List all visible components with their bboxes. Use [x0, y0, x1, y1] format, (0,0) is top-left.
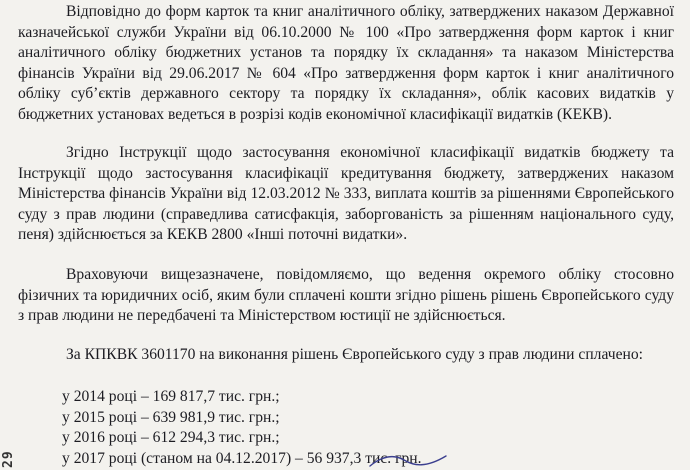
paragraph-instruction-kekv: Згідно Інструкції щодо застосування економічної класифікації видатків бюджету та Інструкції щодо застосування класифікації кредитування бюджету, затверджених наказом Міністерства фінансів України від 12.03.2012 № 333, виплата коштів за рішеннями Європейського суду з прав людини (справедлива сатисфакція, заборгованість за рішенням національного суду, пеня) здійснюється за КЕКВ 2800 «Інші поточні видатки». — [18, 144, 674, 244]
paragraph-no-separate-accounting: Враховуючи вищезазначене, повідомляємо, що ведення окремого обліку стосовно фізичних та юридичних осіб, яким були сплачені кошти згідно рішень рішень Європейського суду з прав людини не передбачені та Міністерством юстиції не здійснюється. — [18, 266, 674, 325]
paragraph-payments-intro: За КПКВК 3601170 на виконання рішень Європейського суду з прав людини сплачено: — [66, 346, 643, 363]
pen-stroke-mark — [368, 452, 448, 470]
payment-2015: у 2015 році – 639 981,9 тис. грн.; — [62, 408, 280, 426]
payment-2014: у 2014 році – 169 817,7 тис. грн.; — [62, 388, 280, 405]
margin-page-number: 29 — [1, 450, 16, 468]
paragraph-accounting-forms: Відповідно до форм карток та книг аналітичного обліку, затверджених наказом Державної казначейської служби України від 06.10.2000 № 100 «Про затвердження форм карток і книг аналітичного обліку бюджетних установ та порядку їх складання» та наказом Міністерства фінансів України від 29.06.2017 № 604 «Про затвердження форм карток і книг аналітичного обліку суб’єктів державного сектору та порядку їх складання», облік касових видатків у бюджетних установах ведеться в розрізі кодів економічної класифікації видатків (КЕКВ). — [18, 3, 674, 123]
payment-2016: у 2016 році – 612 294,3 тис. грн.; — [62, 429, 280, 447]
payment-2017: у 2017 році (станом на 04.12.2017) – 56 937,3 тис. грн. — [62, 449, 422, 467]
